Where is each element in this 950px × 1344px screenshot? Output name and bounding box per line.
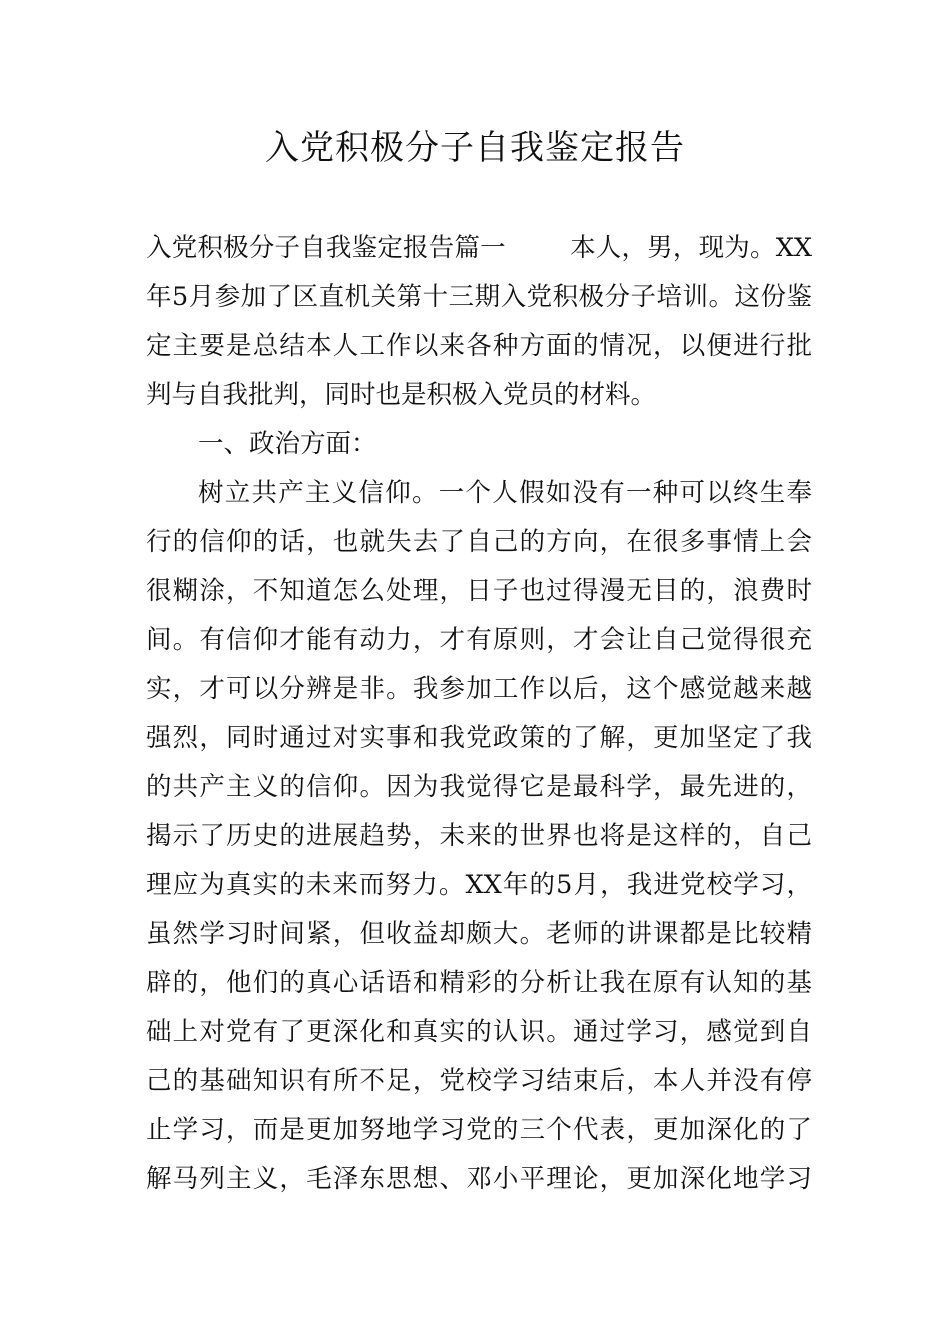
text-line: 揭示了历史的进展趋势，未来的世界也将是这样的，自己: [146, 821, 812, 851]
text-line: 一、政治方面：: [198, 429, 377, 459]
text-line: 行的信仰的话，也就失去了自己的方向，在很多事情上会: [146, 527, 812, 557]
text-line: 己的基础知识有所不足，党校学习结束后，本人并没有停: [146, 1066, 812, 1096]
section-heading: 入党积极分子自我鉴定报告篇一: [146, 233, 506, 263]
text-line: 定主要是总结本人工作以来各种方面的情况，以便进行批: [146, 331, 812, 361]
text-line: 强烈，同时通过对实事和我党政策的了解，更加坚定了我: [146, 723, 812, 753]
document-body: [146, 224, 812, 1204]
text-line: 础上对党有了更深化和真实的认识。通过学习，感觉到自: [146, 1017, 812, 1047]
text-line: 的共产主义的信仰。因为我觉得它是最科学，最先进的，: [146, 772, 812, 802]
text-line: 辟的，他们的真心话语和精彩的分析让我在原有认知的基: [146, 968, 812, 998]
text-line: 很糊涂，不知道怎么处理，日子也过得漫无目的，浪费时: [146, 576, 812, 606]
text-line: 止学习，而是更加努地学习党的三个代表，更加深化的了: [146, 1115, 812, 1145]
text-line: 年5月参加了区直机关第十三期入党积极分子培训。这份鉴: [146, 282, 812, 312]
text-line: 间。有信仰才能有动力，才有原则，才会让自己觉得很充: [146, 625, 812, 655]
text-line: 理应为真实的未来而努力。XX年的5月，我进党校学习，: [146, 870, 812, 900]
paragraph-text: 本人，男，现为。XX: [569, 233, 812, 263]
text-line: [146, 224, 812, 273]
text-line: 解马列主义，毛泽东思想、邓小平理论，更加深化地学习: [146, 1164, 812, 1194]
document-title: 入党积极分子自我鉴定报告: [265, 128, 685, 168]
text-line: 判与自我批判，同时也是积极入党员的材料。: [146, 380, 657, 410]
text-line: 虽然学习时间紧，但收益却颇大。老师的讲课都是比较精: [146, 919, 812, 949]
text-line: 树立共产主义信仰。一个人假如没有一种可以终生奉: [198, 478, 812, 508]
text-line: 实，才可以分辨是非。我参加工作以后，这个感觉越来越: [146, 674, 812, 704]
